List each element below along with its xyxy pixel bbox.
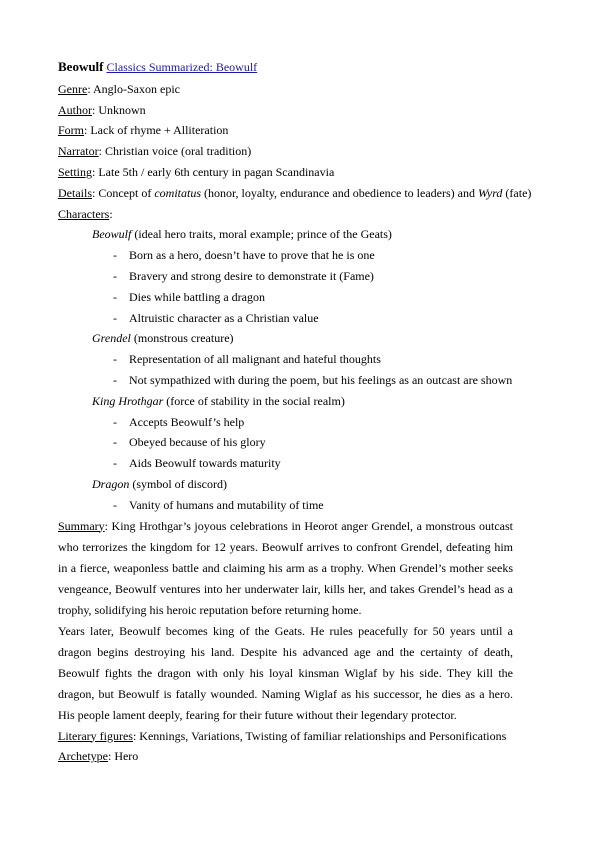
character-name: King Hrothgar [92,393,164,408]
field-value: (honor, loyalty, endurance and obedience to leaders) and [201,185,478,200]
field-value: : Unknown [92,102,146,117]
dash-bullet: - [113,248,117,263]
character-name: Grendel [92,331,131,346]
dash-bullet: - [113,497,117,512]
list-item [58,266,513,287]
list-item [58,432,513,453]
character-grendel [58,328,513,349]
dash-bullet: - [113,268,117,283]
field-setting [58,162,513,183]
field-label: Details [58,185,92,200]
document-page [58,57,532,767]
field-value: : Lack of rhyme + Alliteration [84,123,229,138]
list-item [58,412,513,433]
term-comitatus: comitatus [154,185,201,200]
term-wyrd: Wyrd [477,185,503,200]
bullet-text: Accepts Beowulf’s help [129,414,245,429]
classics-summarized-link[interactable]: Classics Summarized: Beowulf [106,60,258,74]
list-item [58,370,513,391]
list-item [58,349,513,370]
characters-heading [58,204,513,225]
character-desc: (force of stability in the social realm) [163,393,345,408]
field-details [58,183,532,204]
field-label: Form [58,123,85,138]
summary-text: Years later, Beowulf becomes king of the Geats. He rules peacefully for 50 years until a dragon begins destroying his land. Despite his advanced age and the certainty of death, Beowulf fights the dragon with only his loyal kinsman Wiglaf by his side. They kill the dragon, but Beowulf is fatally wounded. Naming Wiglaf as his successor, he dies as a hero. His people lament deeply, fearing for their future without their legendary protector. [58,623,513,722]
field-genre [58,79,513,100]
field-value: : Christian voice (oral tradition) [98,144,252,159]
character-desc: (ideal hero traits, moral example; prince of the Geats) [131,227,392,242]
character-desc: (monstrous creature) [130,331,234,346]
field-value: : [109,206,113,221]
list-item [58,245,513,266]
dash-bullet: - [113,289,117,304]
field-value: : Late 5th / early 6th century in pagan Scandinavia [92,164,335,179]
character-name: Dragon [92,476,130,491]
dash-bullet: - [113,414,117,429]
field-label: Author [58,102,92,117]
bullet-text: Obeyed because of his glory [129,435,266,450]
field-archetype [58,746,513,767]
field-label: Archetype [58,749,108,764]
summary-paragraph [58,516,513,621]
dash-bullet: - [113,435,117,450]
field-literary-figures [58,726,513,747]
field-label: Setting [58,164,93,179]
character-name: Beowulf [92,227,132,242]
bullet-text: Altruistic character as a Christian value [129,310,319,325]
field-label: Genre [58,81,88,96]
dash-bullet: - [113,456,117,471]
field-label: Characters [58,206,110,221]
summary-text: : King Hrothgar’s joyous celebrations in Heorot anger Grendel, a monstrous outcast who terrorizes the kingdom for 12 years. Beowulf arrives to confront Grendel, defeating him in a fierce, weaponless battle and claiming his arm as a trophy. When Grendel’s mother seeks vengeance, Beowulf ventures into her underwater lair, kills her, and takes Grendel’s head as a trophy, solidifying his heroic reputation before returning home. [58,518,513,617]
dash-bullet: - [113,352,117,367]
field-label: Narrator [58,144,99,159]
field-form [58,120,513,141]
document-title: Beowulf [58,59,104,74]
dash-bullet: - [113,310,117,325]
field-value: : Hero [107,749,139,764]
bullet-text: Born as a hero, doesn’t have to prove that he is one [129,248,375,263]
dash-bullet: - [113,372,117,387]
field-author [58,100,513,121]
list-item [58,453,513,474]
field-label: Literary figures [58,728,133,743]
field-value: : Concept of [92,185,155,200]
bullet-text: Dies while battling a dragon [129,289,265,304]
character-desc: (symbol of discord) [129,476,227,491]
bullet-text: Bravery and strong desire to demonstrate it (Fame) [129,268,374,283]
field-label: Summary [58,518,105,533]
bullet-text: Vanity of humans and mutability of time [129,497,324,512]
field-value: : Anglo-Saxon epic [87,81,180,96]
field-narrator [58,141,513,162]
field-value: : Kennings, Variations, Twisting of familiar relationships and Personifications [132,728,507,743]
list-item [58,495,513,516]
title-line [58,57,513,78]
list-item [58,287,513,308]
bullet-text: Not sympathized with during the poem, but his feelings as an outcast are shown [129,372,513,387]
character-beowulf [58,224,513,245]
field-value: (fate) [502,185,532,200]
bullet-text: Aids Beowulf towards maturity [129,456,281,471]
summary-paragraph-2 [58,621,513,726]
character-king-hrothgar [58,391,513,412]
character-dragon [58,474,513,495]
list-item [58,308,513,329]
bullet-text: Representation of all malignant and hateful thoughts [129,352,381,367]
